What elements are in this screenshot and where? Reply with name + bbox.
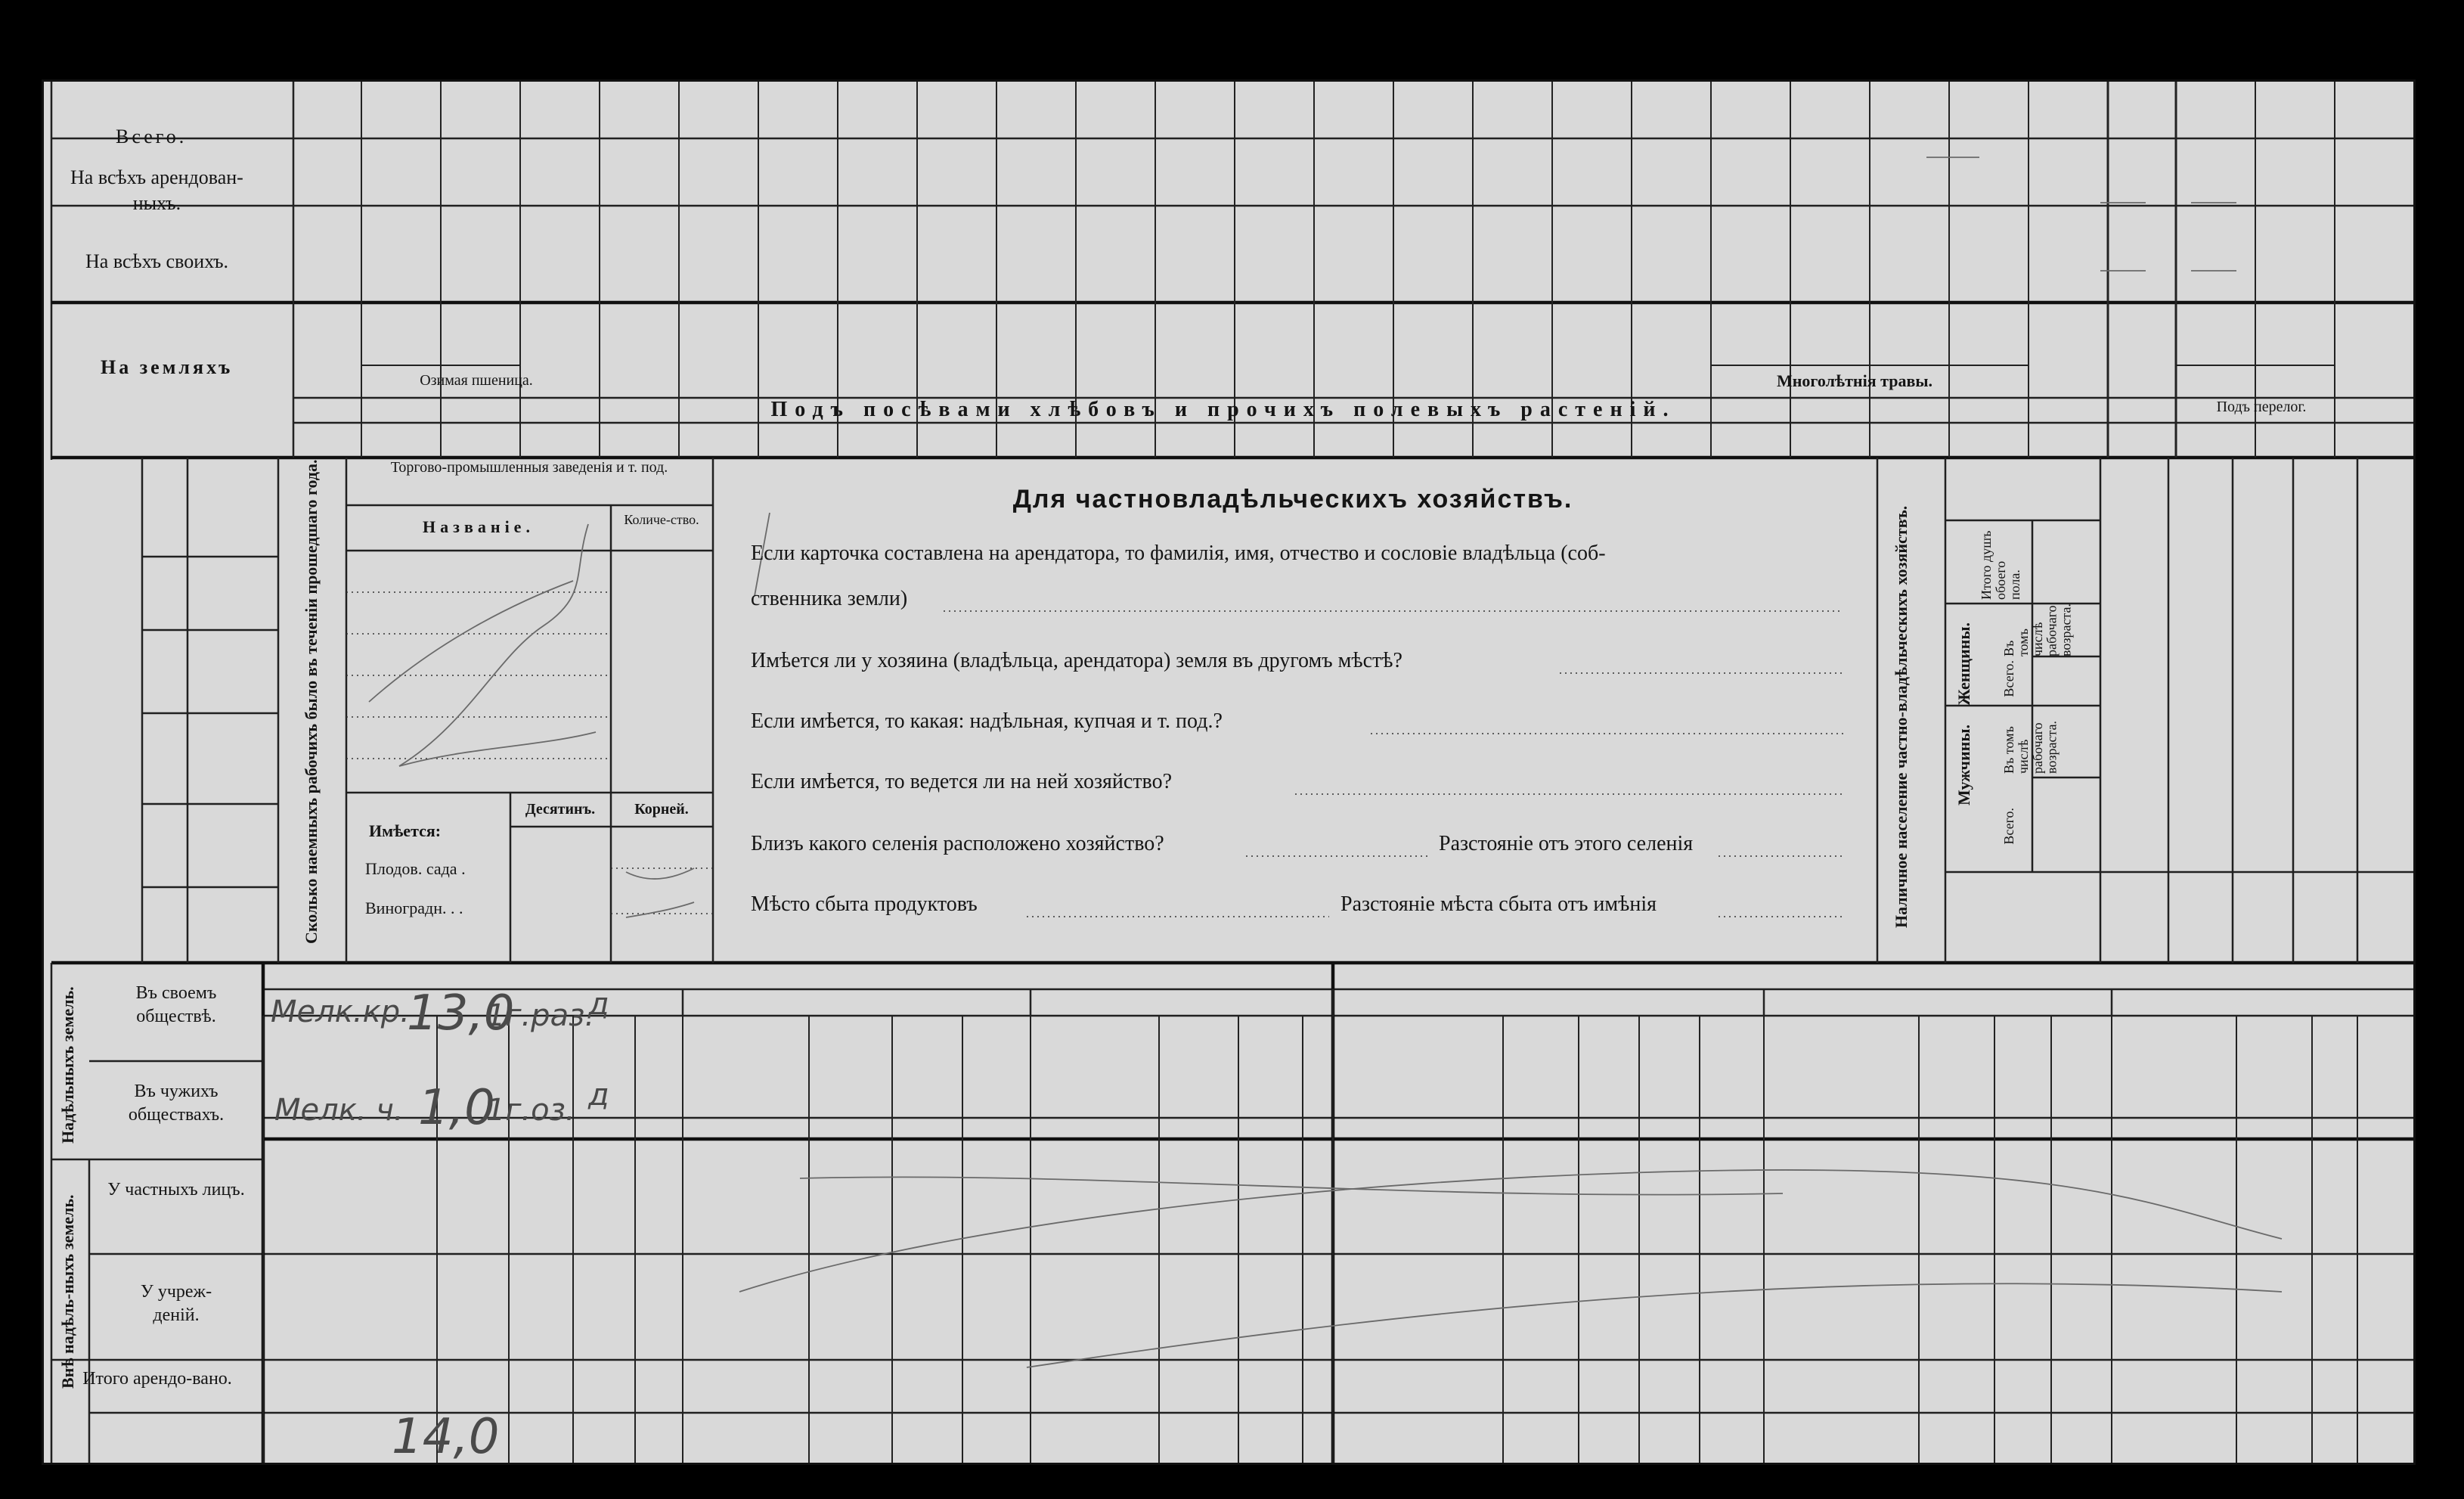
lease-r1-qty: 13,0	[407, 985, 515, 1041]
workers-col-131	[206, 568, 267, 619]
trade-title: Торгово-промышленныя заведенія и т. под.	[390, 459, 668, 476]
orchard-label: Плодов. сада .	[365, 859, 466, 878]
row-private-persons: У частныхъ лицъ.	[107, 1180, 245, 1200]
private-line-1: Если карточка составлена на арендатора, то фамилія, имя, отчество и сословіе владѣльца (соб-	[751, 542, 1606, 565]
lease-col-129	[2371, 1023, 2404, 1110]
lease-col-128	[2318, 1023, 2351, 1110]
lease-r1-pay: д	[588, 987, 609, 1022]
population-right-top-4	[2373, 467, 2406, 566]
crop-col-92	[1495, 309, 1531, 392]
population-right-top-3	[2311, 467, 2344, 566]
lease-col-111	[911, 1023, 944, 1110]
lease-col-112	[980, 1023, 1013, 1110]
crops-band-title: Подъ посѣвами хлѣбовъ и прочихъ полевыхъ растеній.	[770, 398, 1676, 421]
women-total-label: Всего.	[2001, 660, 2016, 697]
lease-col-114	[1182, 1023, 1216, 1110]
crop-col-83	[780, 309, 817, 392]
population-right-bottom-3	[2311, 883, 2344, 955]
lease-total-qty: 14,0	[392, 1409, 500, 1465]
outside-nadel-group: Внѣ надѣль-ныхъ земель.	[58, 1194, 77, 1389]
crop-col-89	[1257, 309, 1293, 392]
census-card	[42, 79, 2416, 1465]
lease-r2-qty: 1,0	[418, 1080, 495, 1136]
lease-col-108	[643, 1023, 676, 1110]
crop-col-102	[2277, 309, 2314, 362]
private-line-3: Имѣется ли у хозяина (владѣльца, арендатора) земля въ другомъ мѣстѣ?	[751, 649, 1402, 672]
lease-col-106	[525, 1023, 558, 1110]
crop-col-80	[542, 309, 578, 392]
lease-col-119	[1592, 1023, 1626, 1110]
workers-col-num-132	[150, 641, 180, 702]
crop-col-90	[1336, 309, 1372, 392]
private-title: Для частновладѣльческихъ хозяйствъ.	[1012, 485, 1573, 514]
workers-col-133	[206, 725, 267, 793]
population-right-bottom-4	[2373, 883, 2406, 955]
row-institutions: У учреж-деній.	[140, 1282, 212, 1326]
workers-col-130	[206, 469, 267, 545]
workers-col-132	[206, 641, 267, 702]
men-label: Мужчины.	[1954, 725, 1973, 806]
crop-col-96	[1812, 309, 1849, 362]
private-line-7: Разстояніе отъ этого селенія	[1439, 832, 1694, 855]
form-grid	[44, 82, 2416, 1465]
row-other-society: Въ чужихъ обществахъ.	[128, 1082, 225, 1125]
lease-col-121	[1716, 1023, 1749, 1110]
population-right-bottom-1	[2185, 883, 2218, 955]
lease-col-124	[2007, 1023, 2040, 1110]
lease-col-115	[1254, 1023, 1288, 1110]
trade-name-col: Названіе.	[423, 517, 535, 536]
crop-col-94	[1654, 309, 1690, 392]
men-total-label: Всего.	[2001, 808, 2016, 845]
crop-col-87	[1098, 309, 1134, 392]
workers-question: Сколько наемныхъ рабочихъ было въ теченіи прошедшаго года.	[302, 459, 321, 944]
population-right-top-2	[2248, 467, 2281, 566]
crop-col-100	[2124, 309, 2160, 392]
lease-r2-pay: д	[588, 1078, 609, 1113]
men-working-label: Въ томъ числѣ рабочаго возраста.	[2001, 720, 2060, 774]
crop-col-101	[2198, 309, 2234, 362]
crop-col-103	[2357, 309, 2393, 392]
lease-col-125	[2065, 1023, 2098, 1110]
population-right-bottom-0	[2119, 883, 2153, 955]
crop-col-79	[463, 309, 499, 362]
lease-col-110	[834, 1023, 867, 1110]
population-right-bottom-2	[2248, 883, 2281, 955]
row-total-leased: Итого арендо-вано.	[82, 1369, 232, 1389]
private-line-9: Разстояніе мѣста сбыта отъ имѣнія	[1340, 892, 1657, 916]
trade-qty-col: Количе-ство.	[624, 512, 699, 527]
lease-col-127	[2258, 1023, 2291, 1110]
has-label: Имѣется:	[369, 821, 442, 840]
crop-col-78	[383, 309, 420, 362]
crop-col-95	[1733, 309, 1769, 362]
crop-col-88	[1177, 309, 1213, 392]
crop-col-82	[701, 309, 737, 392]
workers-col-num-131	[150, 568, 180, 619]
vineyard-label: Виноградн. . .	[365, 898, 463, 917]
nadel-group: Надѣльныхъ земель.	[58, 986, 77, 1144]
lease-col-116	[1301, 1023, 1334, 1110]
perennial-grass-label: Многолѣтнія травы.	[1776, 371, 1933, 390]
population-right-top-0	[2119, 467, 2153, 566]
lease-col-120	[1653, 1023, 1686, 1110]
lease-col-118	[1524, 1023, 1557, 1110]
total-souls-label: Итого душъ обоего пола.	[1979, 530, 2022, 600]
row-label-own: На всѣхъ своихъ.	[85, 250, 229, 272]
crop-col-91	[1415, 309, 1452, 392]
women-label: Женщины.	[1954, 622, 1973, 706]
crop-col-84	[860, 309, 896, 392]
workers-col-num-130	[150, 469, 180, 545]
lease-col-123	[1940, 1023, 1973, 1110]
lease-r2-who: Мелк. ч.	[274, 1093, 404, 1128]
private-line-8: Мѣсто сбыта продуктовъ	[751, 892, 978, 916]
private-line-2: ственника земли)	[751, 587, 908, 610]
crop-col-86	[1018, 309, 1055, 392]
crop-col-99	[2050, 309, 2087, 392]
crop-col-97	[1892, 309, 1928, 362]
lease-col-105	[457, 1023, 490, 1110]
crop-col-77	[309, 309, 346, 392]
row-label-rented: На всѣхъ арендован- ныхъ.	[70, 166, 243, 214]
lands-label: На земляхъ	[101, 356, 234, 378]
row-label-total: Всего.	[116, 126, 188, 147]
lease-col-107	[587, 1023, 621, 1113]
fallow-label: Подъ перелог.	[2216, 399, 2307, 415]
women-working-label: Въ томъ числѣ рабочаго возраста.	[2001, 603, 2074, 656]
workers-col-num-133	[150, 725, 180, 793]
crop-col-93	[1574, 309, 1610, 392]
crop-col-98	[1971, 309, 2007, 362]
winter-wheat-label: Озимая пшеница.	[420, 372, 533, 389]
private-line-6: Близъ какого селенія расположено хозяйство?	[751, 832, 1164, 855]
lease-r2-term: 1г.оз.	[486, 1093, 575, 1128]
korney-col: Корней.	[634, 801, 689, 818]
lease-r1-who: Мелк.кр.	[271, 995, 410, 1029]
lease-r1-term: 1г.раз.	[486, 998, 595, 1033]
crop-col-85	[939, 309, 975, 392]
row-own-society: Въ своемъ обществѣ.	[135, 983, 217, 1027]
workers-col-num-134	[150, 815, 180, 876]
crop-col-81	[621, 309, 658, 392]
private-line-4: Если имѣется, то какая: надѣльная, купчая и т. под.?	[751, 709, 1223, 733]
private-line-5: Если имѣется, то ведется ли на ней хозяйство?	[751, 770, 1172, 793]
population-right-top-1	[2185, 467, 2218, 566]
desyatin-col: Десятинъ.	[525, 801, 596, 818]
population-title: Наличное население частно-владѣльческихъ хозяйствъ.	[1892, 505, 1911, 929]
